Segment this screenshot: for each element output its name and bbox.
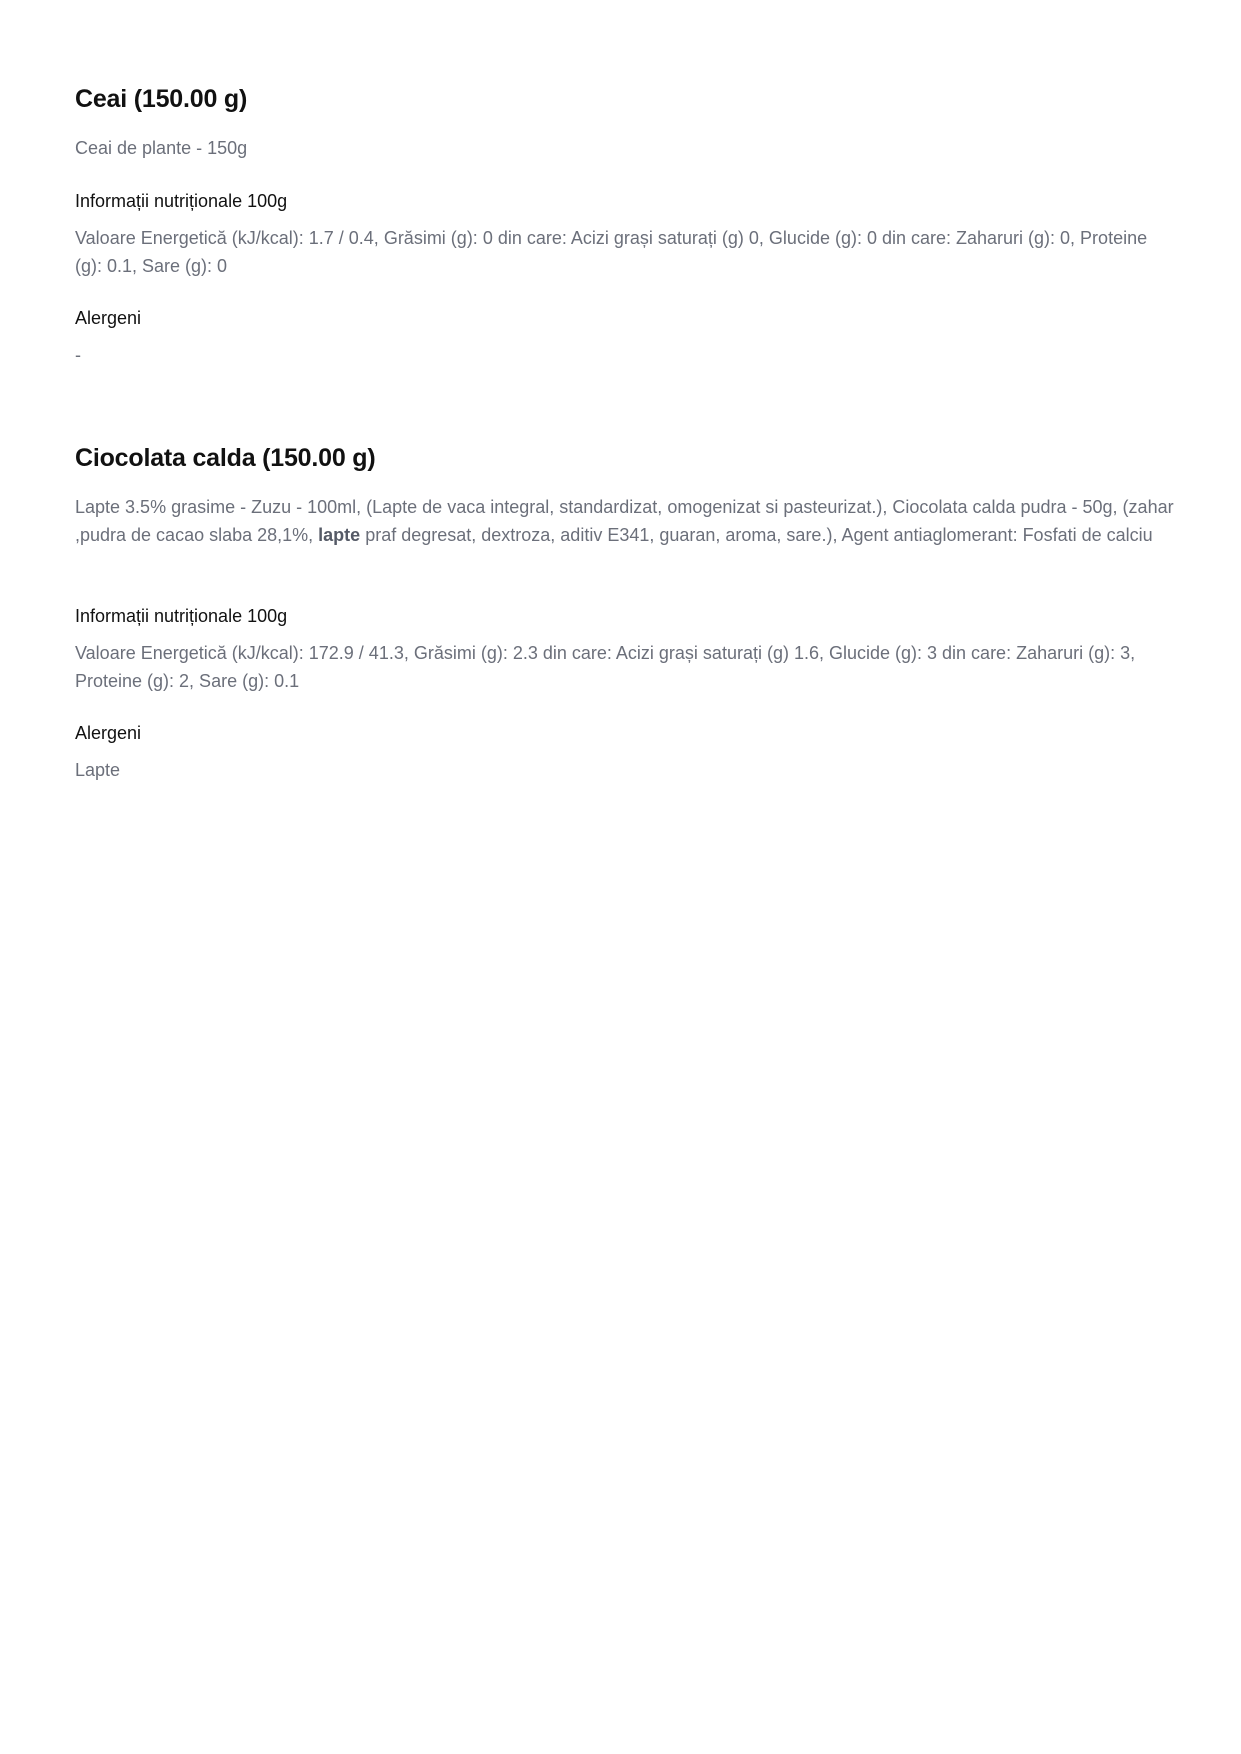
allergens-text: - [75, 345, 81, 365]
product-title: Ciocolata calda (150.00 g) [75, 444, 376, 472]
allergens-label: Alergeni [75, 308, 142, 328]
nutrition-label: Informații nutriționale 100g [75, 191, 288, 211]
ingredients-allergen-highlight: lapte [318, 525, 361, 545]
product-ingredients: Ceai de plante - 150g [75, 138, 248, 158]
nutrition-text: Valoare Energetică (kJ/kcal): 172.9 / 41.3, Grăsimi (g): 2.3 din care: Acizi grași saturați (g) 1.6, Glucide (g): 3 din care: Zaharuri (g): 3, Proteine (g): 2, Sare (g): 0.1 [75, 643, 1136, 691]
allergens-label: Alergeni [75, 723, 142, 743]
nutrition-label: Informații nutriționale 100g [75, 606, 288, 626]
allergens-text: Lapte [75, 760, 121, 780]
ingredients-text: praf degresat, dextroza, aditiv E341, guaran, aroma, sare.), Agent antiaglomerant: Fosfati de calciu [360, 525, 1153, 545]
nutrition-text: Valoare Energetică (kJ/kcal): 1.7 / 0.4, Grăsimi (g): 0 din care: Acizi grași saturați (g) 0, Glucide (g): 0 din care: Zaharuri (g): 0, Proteine (g): 0.1, Sare (g): 0 [75, 228, 1148, 276]
product-ingredients [75, 493, 1175, 549]
ingredients-text: Lapte 3.5% grasime - Zuzu - 100ml, (Lapte de vaca integral, standardizat, omogenizat si pasteurizat.), Ciocolata calda pudra - 50g, (zahar ,pudra de cacao slaba 28,1%, [75, 497, 1174, 545]
product-title: Ceai (150.00 g) [75, 85, 248, 113]
